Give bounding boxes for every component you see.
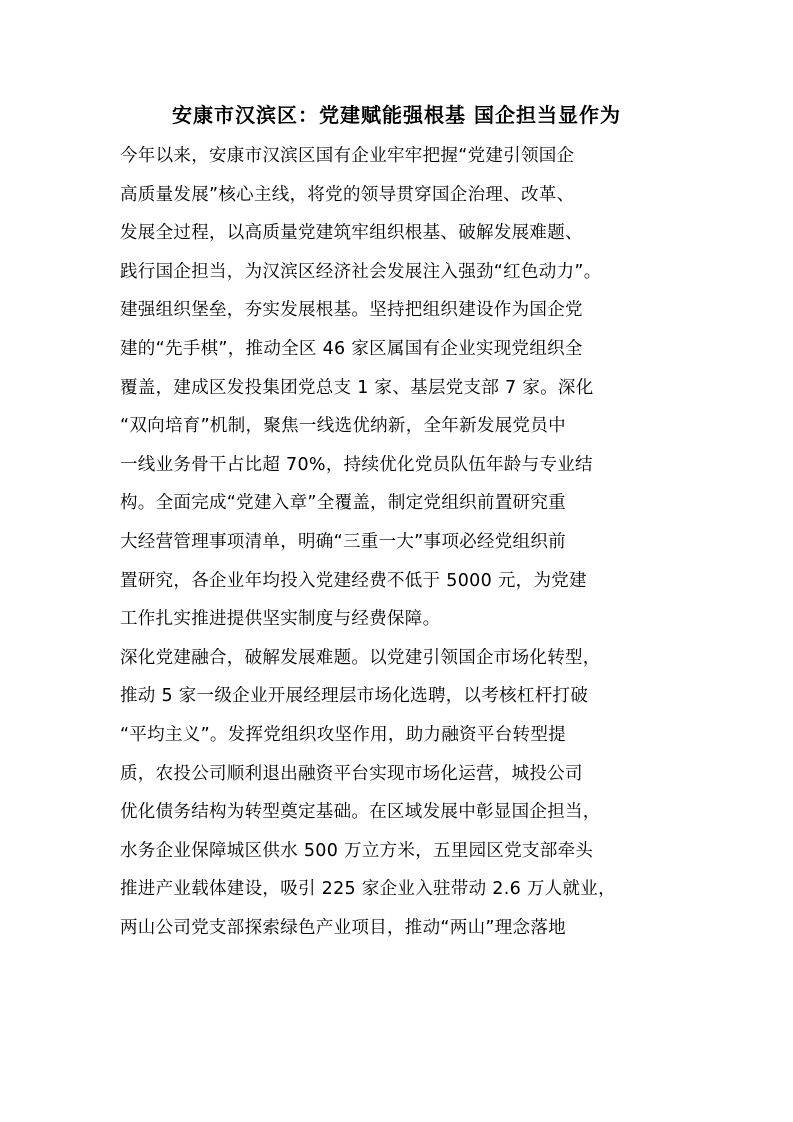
body-line: 高质量发展”核心主线，将党的领导贯穿国企治理、改革、: [120, 184, 575, 205]
body-line: 构。全面完成“党建入章”全覆盖，制定党组织前置研究重: [120, 493, 566, 514]
body-line: 优化债务结构为转型奠定基础。在区域发展中彰显国企担当，: [120, 802, 601, 823]
body-line: 水务企业保障城区供水 500 万立方米，五里园区党支部牵头: [120, 840, 594, 861]
body-line: 质，农投公司顺利退出融资平台实现市场化运营，城投公司: [120, 763, 583, 784]
body-line: 工作扎实推进提供坚实制度与经费保障。: [120, 609, 441, 630]
body-line: “平均主义”。发挥党组织攻坚作用，助力融资平台转型提: [120, 724, 566, 745]
body-line: 一线业务骨干占比超 70%，持续优化党员队伍年龄与专业结: [120, 454, 593, 475]
body-line: 建强组织堡垒，夯实发展根基。坚持把组织建设作为国企党: [120, 300, 583, 321]
body-line: 今年以来，安康市汉滨区国有企业牢牢把握“党建引领国企: [120, 146, 575, 166]
body-line: 推动 5 家一级企业开展经理层市场化选聘，以考核杠杆打破: [120, 686, 589, 707]
article-body: [120, 137, 700, 947]
body-line: 推进产业载体建设，吸引 225 家企业入驻带动 2.6 万人就业，: [120, 879, 616, 900]
body-line: 深化党建融合，破解发展难题。以党建引领国企市场化转型，: [120, 647, 601, 668]
body-line: 发展全过程，以高质量党建筑牢组织根基、破解发展难题、: [120, 223, 583, 244]
article-title: 安康市汉滨区：党建赋能强根基 国企担当显作为: [172, 103, 621, 127]
body-line: 建的“先手棋”，推动全区 46 家区属国有企业实现党组织全: [120, 338, 583, 359]
body-line: “双向培育”机制，聚焦一线选优纳新，全年新发展党员中: [120, 416, 566, 437]
body-line: 大经营管理事项清单，明确“三重一大”事项必经党组织前: [120, 531, 566, 552]
body-line: 践行国企担当，为汉滨区经济社会发展注入强劲“红色动力”。: [120, 261, 602, 282]
body-line: 两山公司党支部探索绿色产业项目，推动“两山”理念落地: [120, 917, 566, 938]
body-line: 置研究，各企业年均投入党建经费不低于 5000 元，为党建: [120, 570, 587, 591]
body-line: 覆盖，建成区发投集团党总支 1 家、基层党支部 7 家。深化: [120, 377, 594, 398]
